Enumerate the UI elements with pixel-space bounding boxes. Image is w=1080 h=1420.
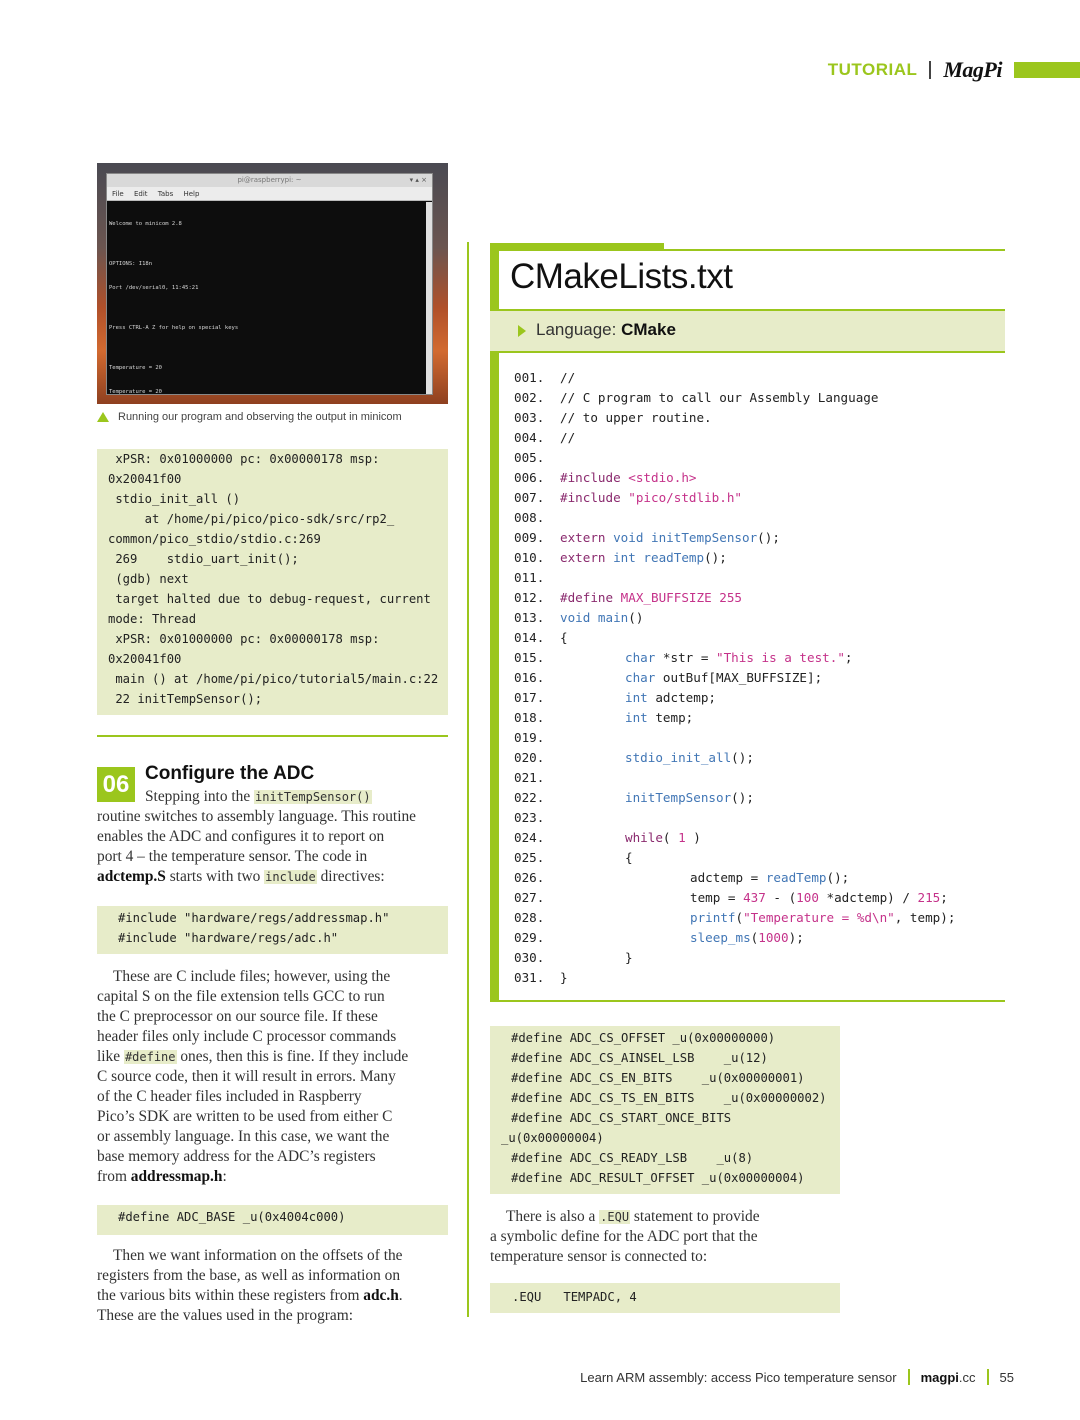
code-token: adctemp; [647,690,716,705]
code-token: (); [826,870,850,885]
code-box-top-rule [490,249,1005,251]
gdb-output-box [97,449,448,715]
code-token: #include [560,470,621,485]
code-token: temp = [690,890,744,905]
line-number: 014. [514,630,545,645]
code-line [514,808,955,828]
page-header [828,58,1080,82]
code-token: () [628,610,644,625]
text-line: These are the values used in the program: [97,1307,353,1324]
code-line [514,968,955,988]
line-number: 006. [514,470,545,485]
text-line [145,787,372,807]
text-line: Then we want information on the offsets of the [113,1247,403,1264]
line-number: 030. [514,950,545,965]
code-line [514,448,955,468]
code-listing [514,368,955,988]
text-line: the C preprocessor on our source file. If these [97,1008,378,1025]
step-paragraph-2 [97,967,408,1187]
code-line [514,828,955,848]
line-number: 018. [514,710,545,725]
code-token: (); [757,530,780,545]
code-line [514,628,955,648]
code-text: // [560,370,576,385]
line-number: 005. [514,450,545,465]
code-token: initTempSensor [643,530,758,545]
code-line: #define ADC_CS_READY_LSB _u(8) [511,1151,754,1165]
terminal-line: Port /dev/serial0, 11:45:21 [109,285,199,291]
text-line: These are C include files; however, using the [113,968,391,985]
line-number: 001. [514,370,545,385]
header-accent-bar [1014,62,1080,78]
code-token: while [625,830,663,845]
terminal-line: Temperature = 20 [109,365,162,371]
menu-file: File [112,190,124,198]
line-number: 015. [514,650,545,665]
language-name: CMake [621,320,676,339]
equ-paragraph [490,1207,760,1267]
text-line: Pico’s SDK are written to be used from either C [97,1108,393,1125]
section-label: TUTORIAL [827,60,918,79]
code-line: 269 stdio_uart_init(); [108,552,299,566]
code-token: 100 [796,890,819,905]
code-line [514,468,955,488]
code-box-bottom-rule [490,1000,1005,1002]
figure-caption [97,411,448,423]
code-token: - ( [765,890,797,905]
line-number: 028. [514,910,545,925]
code-token: , temp); [894,910,956,925]
text-span: : [222,1168,227,1185]
text-line [97,1047,408,1067]
code-token: stdio_init_all [625,750,732,765]
code-token: (); [731,790,754,805]
step-paragraph-1-start [145,787,372,807]
step-paragraph-1 [97,807,416,887]
code-token: outBuf[MAX_BUFFSIZE]; [655,670,823,685]
code-line: stdio_init_all () [108,492,241,506]
text-line: enables the ADC and configures it to report on [97,828,385,845]
code-token: 1000 [758,930,789,945]
equ-code-box [490,1283,840,1313]
terminal-line: Welcome to minicom 2.8 [109,221,182,227]
code-token: MAX_BUFFSIZE [613,590,712,605]
inline-code: initTempSensor() [255,790,371,804]
text-span: Stepping into the [145,788,255,805]
minicom-screenshot [97,163,448,404]
terminal-title: pi@raspberrypi: ~ [237,176,302,184]
text-span: from [97,1168,131,1185]
magazine-logo: MagPi [943,57,1002,82]
line-number: 020. [514,750,545,765]
code-line [514,688,955,708]
terminal-line: OPTIONS: I18n [109,261,153,267]
code-box-left-rule [490,243,499,1002]
code-line [514,608,955,628]
base-define-box [97,1205,448,1235]
text-line: capital S on the file extension tells GCC to run [97,988,385,1005]
code-token: (); [704,550,727,565]
code-line [514,948,955,968]
text-span: ones, then this is fine. If they include [176,1048,409,1065]
code-token: 437 [743,890,766,905]
code-token: 1 [678,830,686,845]
code-line [514,508,955,528]
code-token: } [625,950,633,965]
code-line [514,888,955,908]
code-token: ( [662,830,679,845]
code-line: (gdb) next [108,572,189,586]
line-number: 025. [514,850,545,865]
line-number: 013. [514,610,545,625]
adc-defines-box [490,1026,840,1194]
menu-tabs: Tabs [157,190,174,198]
inline-code: #define [124,1050,176,1064]
code-line [514,488,955,508]
code-token: *adctemp) / [818,890,918,905]
code-line: mode: Thread [108,612,197,626]
code-line: .EQU TEMPADC, 4 [512,1290,637,1304]
footer-divider [908,1369,910,1385]
page-footer [580,1368,1014,1386]
code-token: main [590,610,629,625]
code-line [514,928,955,948]
inline-code: .EQU [600,1210,630,1224]
text-line [97,1286,403,1306]
code-line: at /home/pi/pico/pico-sdk/src/rp2_ [108,512,395,526]
terminal-menubar [107,187,432,201]
code-line: #define ADC_CS_OFFSET _u(0x00000000) [511,1031,776,1045]
code-line [514,848,955,868]
text-line: port 4 – the temperature sensor. The code in [97,848,368,865]
code-token: ) [685,830,701,845]
terminal-output [107,201,432,404]
code-token: { [560,630,568,645]
code-token: 255 [711,590,742,605]
code-token: #define [560,590,614,605]
code-token: extern [560,530,606,545]
line-number: 026. [514,870,545,885]
caption-text: Running our program and observing the output in minicom [118,411,402,423]
code-line: xPSR: 0x01000000 pc: 0x00000178 msp: [108,452,380,466]
line-number: 027. [514,890,545,905]
code-line [514,548,955,568]
code-line [514,708,955,728]
code-line [514,388,955,408]
text-line: header files only include C processor commands [97,1028,397,1045]
code-line [514,428,955,448]
terminal-line: Temperature = 20 [109,389,162,395]
language-label [536,320,676,340]
code-token: <stdio.h> [620,470,697,485]
code-token: int [625,710,648,725]
code-token: "This is a test." [716,650,845,665]
file-name: addressmap.h [130,1168,223,1185]
terminal-scrollbar [426,202,432,394]
text-line: a symbolic define for the ADC port that the [490,1228,758,1245]
line-number: 023. [514,810,545,825]
text-span: starts with two [165,868,265,885]
text-span: Language: [536,320,622,339]
code-line [514,768,955,788]
code-token: 215 [917,890,941,905]
line-number: 012. [514,590,545,605]
code-box-title: CMakeLists.txt [510,257,733,296]
code-line: #define ADC_RESULT_OFFSET _u(0x00000004) [511,1171,805,1185]
code-line: main () at /home/pi/pico/tutorial5/main.c:22 [108,672,439,686]
code-line [514,528,955,548]
code-line [514,908,955,928]
code-token: readTemp [765,870,827,885]
terminal-window [106,173,433,395]
text-line: routine switches to assembly language. This routine [97,808,417,825]
text-line: C source code, then it will result in errors. Many [97,1068,396,1085]
code-line: common/pico_stdio/stdio.c:269 [108,532,321,546]
file-name: adc.h [363,1287,399,1304]
text-line: registers from the base, as well as information on [97,1267,401,1284]
step-title: Configure the ADC [145,763,315,784]
text-span: the various bits within these registers from [97,1287,364,1304]
code-token: } [560,970,568,985]
code-line [514,368,955,388]
column-divider [467,242,469,1317]
code-token: char [625,650,656,665]
line-number: 008. [514,510,545,525]
text-line: of the C header files included in Raspberry [97,1088,362,1105]
code-text: // to upper routine. [560,410,712,425]
line-number: 003. [514,410,545,425]
code-token: printf [690,910,736,925]
line-number: 009. [514,530,545,545]
text-line: base memory address for the ADC’s registers [97,1148,376,1165]
code-token: extern [560,550,606,565]
code-token: ; [844,650,853,665]
text-line: or assembly language. In this case, we want the [97,1128,390,1145]
code-line [514,748,955,768]
menu-help: Help [183,190,200,198]
footer-divider [987,1369,989,1385]
code-token: ( [735,910,744,925]
code-token: *str = [655,650,717,665]
code-line: #define ADC_CS_AINSEL_LSB _u(12) [511,1051,768,1065]
code-line: _u(0x00000004) [501,1131,604,1145]
code-line: #define ADC_CS_EN_BITS _u(0x00000001) [511,1071,805,1085]
code-token: (); [731,750,754,765]
code-token: temp; [647,710,694,725]
line-number: 019. [514,730,545,745]
code-line [514,588,955,608]
arrow-right-icon [518,325,526,337]
code-token: { [625,850,633,865]
line-number: 022. [514,790,545,805]
code-token: int [625,690,648,705]
code-line: 0x20041f00 [108,652,182,666]
file-name: adctemp.S [97,868,166,885]
code-line [514,648,955,668]
caption-triangle-icon [97,412,109,422]
text-span: like [97,1048,124,1065]
code-line: #include "hardware/regs/addressmap.h" [118,911,390,925]
text-line [490,1207,760,1227]
code-line: #include "hardware/regs/adc.h" [118,931,339,945]
menu-edit: Edit [133,190,148,198]
text-span: directives: [316,868,385,885]
code-token: "pico/stdlib.h" [620,490,742,505]
terminal-titlebar [107,174,432,187]
code-token: sleep_ms [690,930,751,945]
text-line: temperature sensor is connected to: [490,1248,708,1265]
line-number: 029. [514,930,545,945]
line-number: 021. [514,770,545,785]
line-number: 024. [514,830,545,845]
code-token: ); [788,930,804,945]
code-token: ; [940,890,948,905]
include-code-box [97,906,448,954]
window-controls-icon: ▾ ▴ × [409,176,427,184]
line-number: 004. [514,430,545,445]
code-line [514,568,955,588]
text-span: There is also a [506,1208,600,1225]
code-text: // [560,430,576,445]
page-number: 55 [999,1369,1014,1385]
text-span: . [398,1287,403,1304]
code-token: readTemp [635,550,705,565]
terminal-line: Press CTRL-A Z for help on special keys [109,325,239,331]
code-line: xPSR: 0x01000000 pc: 0x00000178 msp: [108,632,380,646]
text-span: statement to provide [630,1208,760,1225]
site-tld: .cc [958,1369,976,1385]
code-line: #define ADC_BASE _u(0x4004c000) [118,1210,346,1224]
step-number-badge: 06 [97,767,135,802]
code-token: initTempSensor [625,790,732,805]
text-line [97,867,416,887]
line-number: 031. [514,970,545,985]
code-line [514,408,955,428]
code-line: 0x20041f00 [108,472,182,486]
section-divider [97,735,448,737]
code-token: void [560,610,591,625]
article-title: Learn ARM assembly: access Pico temperature sensor [580,1369,897,1385]
code-text: // C program to call our Assembly Language [560,390,879,405]
line-number: 016. [514,670,545,685]
header-divider [929,61,931,79]
code-token: void [605,530,644,545]
code-line: #define ADC_CS_TS_EN_BITS _u(0x00000002) [511,1091,827,1105]
code-line [514,868,955,888]
site-name: magpi [920,1369,959,1385]
code-line: #define ADC_CS_START_ONCE_BITS [511,1111,732,1125]
code-token: int [605,550,636,565]
line-number: 002. [514,390,545,405]
code-line [514,668,955,688]
inline-code: include [265,870,316,884]
line-number: 017. [514,690,545,705]
site-link[interactable] [921,1370,976,1385]
code-token: char [625,670,656,685]
code-line: target halted due to debug-request, current [108,592,431,606]
code-token: "Temperature = %d\n" [743,910,895,925]
code-line [514,788,955,808]
text-line [97,1167,408,1187]
code-token: ( [750,930,759,945]
line-number: 010. [514,550,545,565]
step-paragraph-3 [97,1246,403,1326]
code-line [514,728,955,748]
code-line: 22 initTempSensor(); [108,692,263,706]
line-number: 007. [514,490,545,505]
code-token: adctemp = [690,870,766,885]
code-token: #include [560,490,621,505]
line-number: 011. [514,570,545,585]
